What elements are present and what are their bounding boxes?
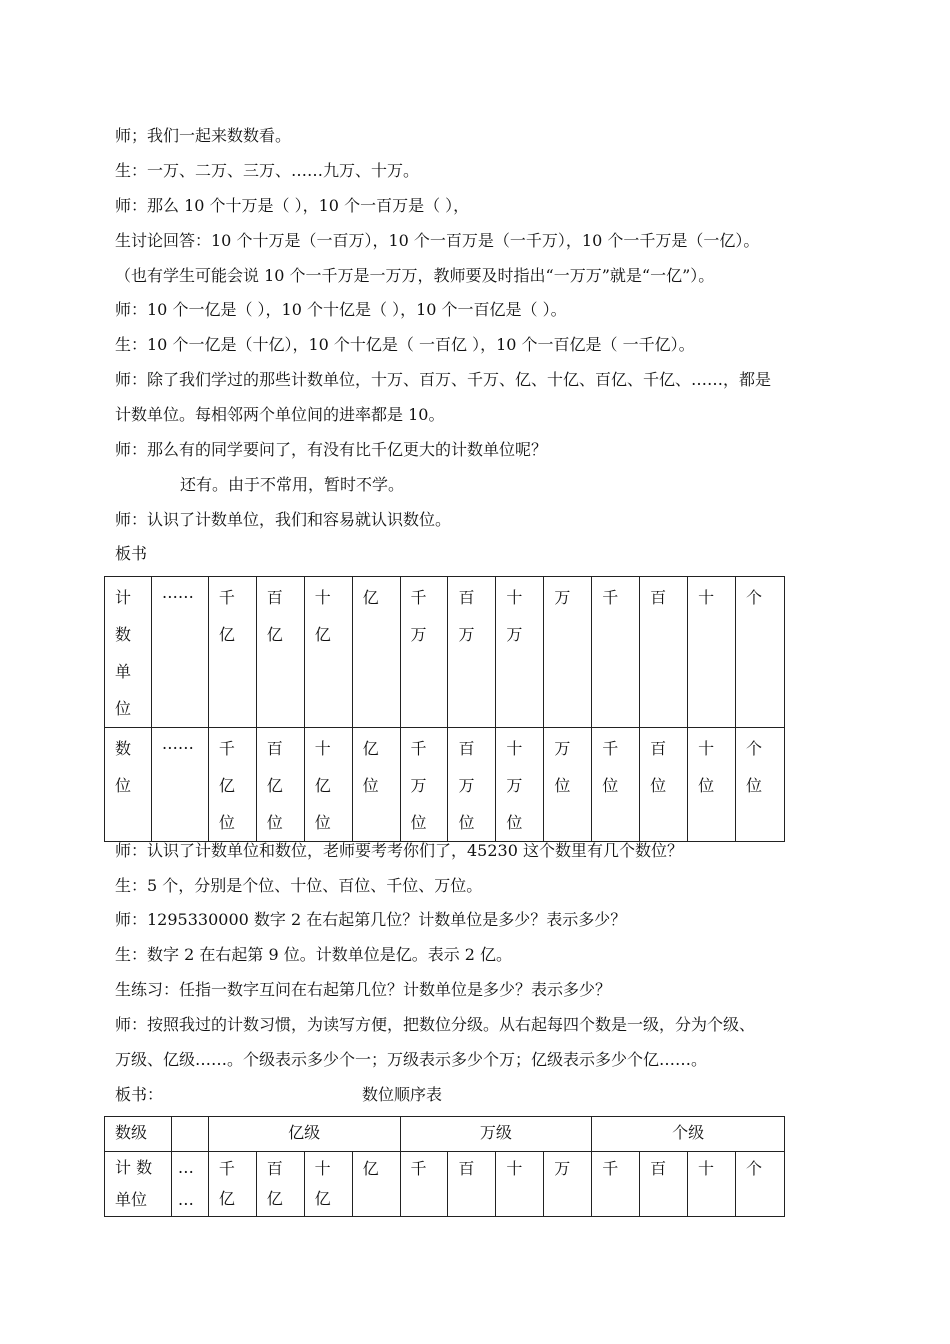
board-label: 板书: [115, 544, 148, 563]
text-line: 生练习：任指一数字互问在右起第几位？计数单位是多少？表示多少？: [115, 980, 612, 999]
text-line: 师：那么 10 个十万是（ ），10 个一百万是（ ），: [115, 196, 470, 215]
units-row: [105, 1152, 785, 1217]
table-cell: 百: [650, 588, 667, 607]
units-row-label: 计数单位: [115, 588, 132, 718]
row-label: [105, 577, 152, 728]
text-line: 师；我们一起来数数看。: [115, 126, 292, 145]
level-yi: 亿级: [208, 1117, 400, 1152]
table-cell: 千 亿: [218, 1159, 235, 1208]
table-cell: 十 亿: [314, 1159, 331, 1208]
text-line: 师：认识了计数单位，我们和容易就认识数位。: [115, 510, 452, 529]
table-cell: 百: [458, 1159, 475, 1178]
table-cell: 千 万 位: [410, 739, 427, 832]
text-line: 师：1295330000 数字 2 在右起第几位？计数单位是多少？表示多少？: [115, 910, 627, 929]
table-cell: 十 亿: [314, 588, 331, 644]
places-row-label: 数位: [115, 739, 132, 795]
text-line: 师：按照我过的计数习惯，为读写方便，把数位分级。从右起每四个数是一级，分为个级、: [115, 1015, 756, 1034]
table-cell: 百: [650, 1159, 667, 1178]
level-ge: 个级: [592, 1117, 785, 1152]
table-cell: 百 亿: [266, 588, 283, 644]
table-cell: 千: [602, 1159, 619, 1178]
table-cell: 个: [745, 1159, 762, 1178]
table-cell: 个: [746, 588, 763, 607]
table-cell: ……: [161, 583, 194, 602]
table-cell: 万: [554, 1159, 571, 1178]
units-row: [105, 577, 785, 728]
dots-line1: …: [177, 1158, 194, 1177]
table-cell: 百 亿: [266, 1159, 283, 1208]
table-cell: 千 亿: [218, 588, 235, 644]
unit-place-table: [104, 576, 785, 842]
text-line: （也有学生可能会说 10 个一千万是一万万，教师要及时指出“一万万”就是“一亿”）。: [115, 266, 715, 285]
text-line: 师：认识了计数单位和数位，老师要考考你们了，45230 这个数里有几个数位？: [115, 841, 683, 860]
table-cell: 十: [698, 1159, 715, 1178]
table-cell: ……: [161, 734, 194, 753]
text-line: 生：数字 2 在右起第 9 位。计数单位是亿。表示 2 亿。: [115, 945, 513, 964]
levels-row: [105, 1117, 785, 1152]
unit-label-line2: 单位: [115, 1190, 148, 1209]
dots-line2: …: [177, 1190, 194, 1209]
table-cell: 十: [506, 1159, 523, 1178]
table-cell: 千: [410, 1159, 427, 1178]
dots-cell: [171, 1152, 208, 1217]
text-line: 万级、亿级……。个级表示多少个一；万级表示多少个万；亿级表示多少个亿……。: [115, 1050, 708, 1069]
table-cell: 百 万: [458, 588, 475, 644]
unit-label: [105, 1152, 172, 1217]
level-label: 数级: [105, 1117, 172, 1152]
board-label: 板书：: [115, 1085, 164, 1104]
text-line: 师：除了我们学过的那些计数单位，十万、百万、千万、亿、十亿、百亿、千亿、……，都是: [115, 370, 772, 389]
table-cell: 百 万 位: [458, 739, 475, 832]
table-cell: 十 亿 位: [314, 739, 331, 832]
place-order-table: [104, 1116, 785, 1217]
table-cell: 十 万: [506, 588, 523, 644]
text-line: 生讨论回答：10 个十万是（一百万），10 个一百万是（一千万），10 个一千万是（一亿）。: [115, 231, 760, 250]
table-cell: 亿: [362, 588, 379, 607]
table-cell: 百 位: [650, 739, 667, 795]
table-caption: 数位顺序表: [362, 1085, 443, 1104]
text-line: 生：10 个一亿是（十亿），10 个十亿是（ 一百亿 ），10 个一百亿是（ 一千亿）。: [115, 335, 695, 354]
table-cell: 千: [602, 588, 619, 607]
table-cell: 万 位: [554, 739, 571, 795]
table-cell: 亿 位: [362, 739, 379, 795]
table-cell: [171, 1117, 208, 1152]
text-line: 计数单位。每相邻两个单位间的进率都是 10。: [115, 405, 445, 424]
table-cell: 十 位: [698, 739, 715, 795]
row-label: [105, 728, 152, 842]
text-line: 生：一万、二万、三万、……九万、十万。: [115, 161, 420, 180]
table-cell: 十: [698, 588, 715, 607]
table-cell: 亿: [362, 1159, 379, 1178]
places-row: [105, 728, 785, 842]
level-wan: 万级: [400, 1117, 592, 1152]
table-cell: 万: [554, 588, 571, 607]
text-line: 师：10 个一亿是（ ），10 个十亿是（ ），10 个一百亿是（ ）。: [115, 300, 567, 319]
unit-label-line1: 计 数: [115, 1158, 153, 1177]
table-cell: 千 万: [410, 588, 427, 644]
table-cell: 十 万 位: [506, 739, 523, 832]
text-line: 生：5 个，分别是个位、十位、百位、千位、万位。: [115, 876, 483, 895]
table-cell: 千 位: [602, 739, 619, 795]
text-line: 还有。由于不常用，暂时不学。: [180, 475, 405, 494]
table-cell: 百 亿 位: [266, 739, 283, 832]
text-line: 师：那么有的同学要问了，有没有比千亿更大的计数单位呢？: [115, 440, 548, 459]
table-cell: 个 位: [746, 739, 763, 795]
table-cell: 千 亿 位: [218, 739, 235, 832]
